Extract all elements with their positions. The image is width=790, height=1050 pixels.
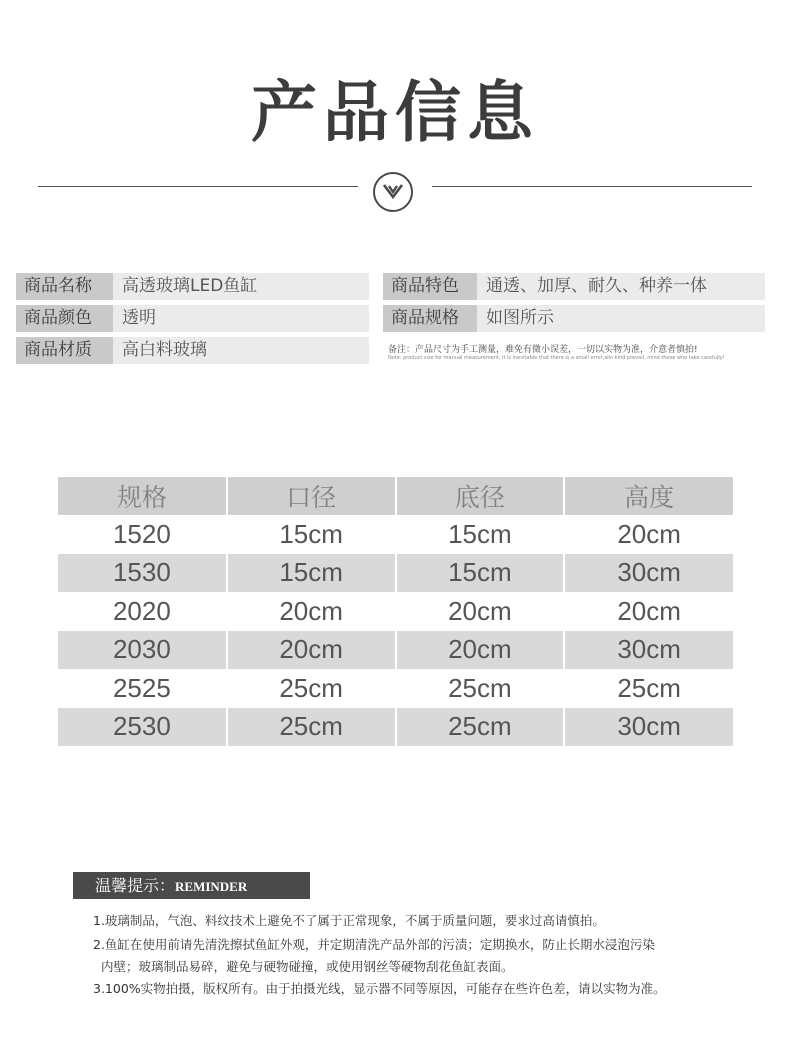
- table-cell: 15cm: [396, 515, 565, 554]
- info-row-color: [16, 305, 369, 332]
- info-value: 高透玻璃LED鱼缸: [113, 273, 369, 300]
- table-cell: 20cm: [564, 592, 733, 631]
- table-cell: 25cm: [564, 669, 733, 708]
- info-row-spec: [383, 305, 765, 332]
- table-cell: 20cm: [227, 631, 396, 670]
- table-cell: 25cm: [396, 708, 565, 747]
- note-chinese: 备注：产品尺寸为手工测量，难免有微小误差，一切以实物为准，介意者慎拍!: [388, 345, 698, 355]
- table-row: [58, 631, 733, 670]
- table-cell: 2030: [58, 631, 227, 670]
- info-label: 商品颜色: [16, 305, 113, 332]
- table-cell: 15cm: [227, 515, 396, 554]
- divider-left: [38, 186, 358, 187]
- table-header-row: [58, 477, 733, 515]
- reminder-line: 3.100%实物拍摄，版权所有。由于拍摄光线，显示器不同等原因，可能存在些许色差，请以实物为准。: [93, 981, 666, 996]
- info-value: 如图所示: [477, 305, 765, 332]
- table-cell: 30cm: [564, 631, 733, 670]
- divider-right: [432, 186, 752, 187]
- info-value: 透明: [113, 305, 369, 332]
- reminder-line: 2.鱼缸在使用前请先清洗擦拭鱼缸外观，并定期清洗产品外部的污渍；定期换水，防止长期水浸泡污染: [93, 937, 655, 952]
- column-header: 口径: [227, 477, 396, 515]
- table-cell: 20cm: [396, 631, 565, 670]
- column-header: 规格: [58, 477, 227, 515]
- table-cell: 15cm: [227, 554, 396, 593]
- reminder-header: [73, 872, 310, 899]
- chevron-down-icon: [373, 172, 413, 212]
- table-cell: 2530: [58, 708, 227, 747]
- info-label: 商品特色: [383, 273, 477, 300]
- table-cell: 1530: [58, 554, 227, 593]
- table-row: [58, 708, 733, 747]
- spec-table: [58, 477, 733, 746]
- table-cell: 25cm: [227, 669, 396, 708]
- table-row: [58, 592, 733, 631]
- table-cell: 25cm: [396, 669, 565, 708]
- page-title: 产品信息: [251, 74, 539, 151]
- table-cell: 2525: [112, 672, 171, 703]
- info-label: 商品材质: [16, 337, 113, 364]
- reminder-line: 内壁；玻璃制品易碎，避免与硬物碰撞，或使用钢丝等硬物刮花鱼缸表面。: [93, 959, 514, 974]
- table-cell: 20cm: [227, 592, 396, 631]
- reminder-title-en: REMINDER: [175, 879, 248, 894]
- table-cell: 20cm: [564, 515, 733, 554]
- table-row: [58, 515, 733, 554]
- table-cell: 2020: [112, 595, 171, 626]
- reminder-title-cn: 温馨提示：: [95, 876, 176, 895]
- note-english: Note: product size for manual measurement, it is inevitable that there is a small error,alin kind prevail, mind those who take carefully!: [388, 355, 725, 361]
- table-cell: 20cm: [396, 592, 565, 631]
- reminder-line: 1.玻璃制品，气泡、料纹技术上避免不了属于正常现象，不属于质量问题，要求过高请慎拍。: [93, 913, 605, 928]
- info-row-material: [16, 337, 369, 364]
- info-label: 商品规格: [383, 305, 477, 332]
- info-row-feature: [383, 273, 765, 300]
- table-row: [58, 554, 733, 593]
- info-label: 商品名称: [16, 273, 113, 300]
- table-cell: 1520: [112, 518, 171, 549]
- info-value: 通透、加厚、耐久、种养一体: [477, 273, 765, 300]
- info-value: 高白料玻璃: [113, 337, 369, 364]
- table-cell: 15cm: [396, 554, 565, 593]
- info-row-name: [16, 273, 369, 300]
- column-header: 高度: [564, 477, 733, 515]
- table-row: [58, 669, 733, 708]
- table-cell: 30cm: [564, 708, 733, 747]
- table-cell: 30cm: [564, 554, 733, 593]
- table-cell: 25cm: [227, 708, 396, 747]
- column-header: 底径: [396, 477, 565, 515]
